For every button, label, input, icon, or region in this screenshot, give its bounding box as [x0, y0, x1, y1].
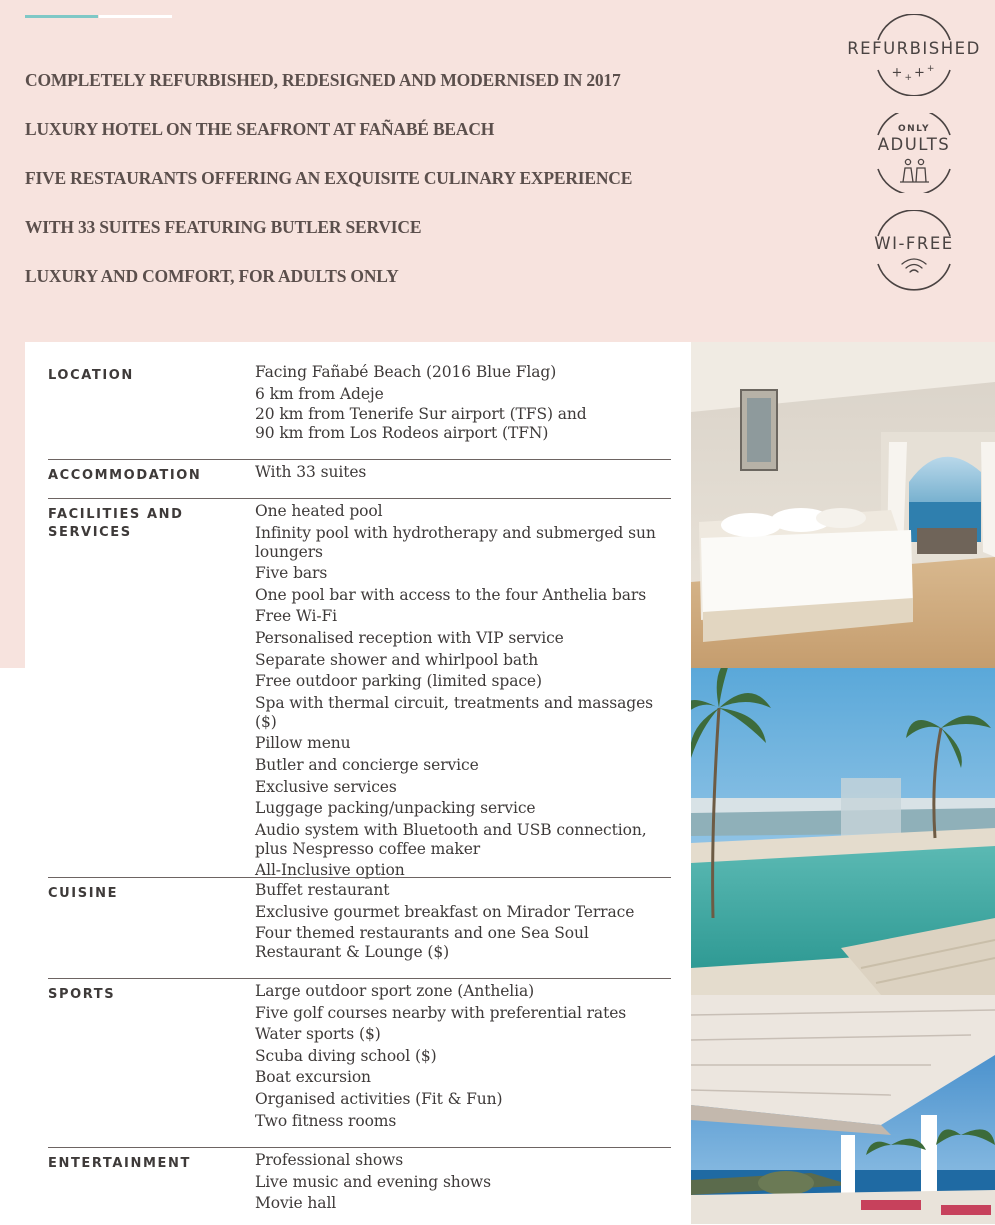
list-item: Scuba diving school ($) — [255, 1046, 437, 1065]
list-item: Large outdoor sport zone (Anthelia) — [255, 982, 535, 1000]
section-items — [255, 463, 675, 485]
list-item: Live music and evening shows — [255, 1172, 491, 1191]
list-item: Audio system with Bluetooth and USB connection, plus Nespresso coffee maker — [255, 820, 647, 858]
highlight-item: COMPLETELY REFURBISHED, REDESIGNED AND MODERNISED IN 2017 — [25, 70, 621, 90]
list-item: Free outdoor parking (limited space) — [255, 672, 542, 691]
list-item: One heated pool — [255, 502, 383, 520]
section-location — [48, 360, 671, 459]
list-item: Free Wi-Fi — [255, 607, 338, 626]
list-item: Butler and concierge service — [255, 755, 479, 774]
highlights-list — [25, 68, 632, 313]
section-entertainment — [48, 1147, 671, 1225]
list-item: Organised activities (Fit & Fun) — [255, 1089, 503, 1108]
suite-bedroom-photo — [691, 342, 995, 668]
list-item: Spa with thermal circuit, treatments and massages ($) — [255, 693, 653, 731]
list-item: Personalised reception with VIP service — [255, 628, 564, 647]
section-label: ENTERTAINMENT — [48, 1156, 191, 1171]
list-item: Exclusive services — [255, 777, 397, 796]
terrace-photo — [691, 995, 995, 1224]
section-label: CUISINE — [48, 886, 119, 901]
badge-label: WI-FREE — [874, 234, 954, 253]
list-item: Boat excursion — [255, 1068, 371, 1087]
highlight-item: WITH 33 SUITES FEATURING BUTLER SERVICE — [25, 217, 422, 237]
wifi-badge — [838, 210, 990, 292]
section-sports — [48, 978, 671, 1148]
list-item: Separate shower and whirlpool bath — [255, 650, 539, 669]
badge-label: REFURBISHED — [847, 39, 981, 58]
section-items — [255, 881, 675, 965]
list-item: Movie hall — [255, 1194, 337, 1213]
badge-label: ADULTS — [877, 135, 951, 154]
list-item: Infinity pool with hydrotherapy and submerged sun loungers — [255, 523, 656, 561]
section-label: ACCOMMODATION — [48, 468, 202, 483]
highlight-item: LUXURY AND COMFORT, FOR ADULTS ONLY — [25, 266, 399, 286]
section-items — [255, 502, 675, 883]
adults-only-badge — [838, 113, 990, 193]
hotel-details — [25, 342, 691, 1224]
list-item: Water sports ($) — [255, 1025, 381, 1044]
list-item: All-Inclusive option — [255, 861, 405, 880]
section-items — [255, 363, 675, 445]
list-item: One pool bar with access to the four Anthelia bars — [255, 585, 647, 604]
list-item: Five bars — [255, 564, 328, 583]
badge-label-small: ONLY — [897, 124, 931, 134]
section-label: LOCATION — [48, 368, 134, 383]
list-item: Pillow menu — [255, 734, 351, 753]
list-item: Facing Fañabé Beach (2016 Blue Flag) — [255, 363, 557, 381]
refurbished-badge — [838, 14, 990, 96]
section-label: SPORTS — [48, 987, 116, 1002]
list-item: Luggage packing/unpacking service — [255, 799, 536, 818]
list-item: With 33 suites — [255, 463, 367, 481]
list-item: 20 km from Tenerife Sur airport (TFS) and — [255, 404, 587, 423]
section-label: FACILITIES AND SERVICES — [48, 507, 184, 540]
list-item: Five golf courses nearby with preferential rates — [255, 1003, 627, 1022]
section-items — [255, 982, 675, 1133]
section-facilities — [48, 498, 671, 878]
section-items — [255, 1151, 675, 1216]
section-cuisine — [48, 877, 671, 979]
list-item: Professional shows — [255, 1151, 404, 1169]
list-item: Exclusive gourmet breakfast on Mirador Terrace — [255, 902, 635, 921]
list-item: Two fitness rooms — [255, 1111, 397, 1130]
accent-line-light — [99, 15, 172, 18]
section-accommodation — [48, 459, 671, 499]
list-item: Four themed restaurants and one Sea Soul Restaurant & Lounge ($) — [255, 924, 589, 962]
list-item: Buffet restaurant — [255, 881, 390, 899]
accent-line — [25, 15, 98, 18]
list-item: 6 km from Adeje — [255, 384, 384, 403]
sparkle-icon: $+_++^+$ — [891, 64, 937, 83]
highlight-item: FIVE RESTAURANTS OFFERING AN EXQUISITE CULINARY EXPERIENCE — [25, 168, 633, 188]
infinity-pool-photo — [691, 668, 995, 995]
list-item: 90 km from Los Rodeos airport (TFN) — [255, 423, 549, 442]
highlight-item: LUXURY HOTEL ON THE SEAFRONT AT FAÑABÉ BEACH — [25, 119, 495, 139]
